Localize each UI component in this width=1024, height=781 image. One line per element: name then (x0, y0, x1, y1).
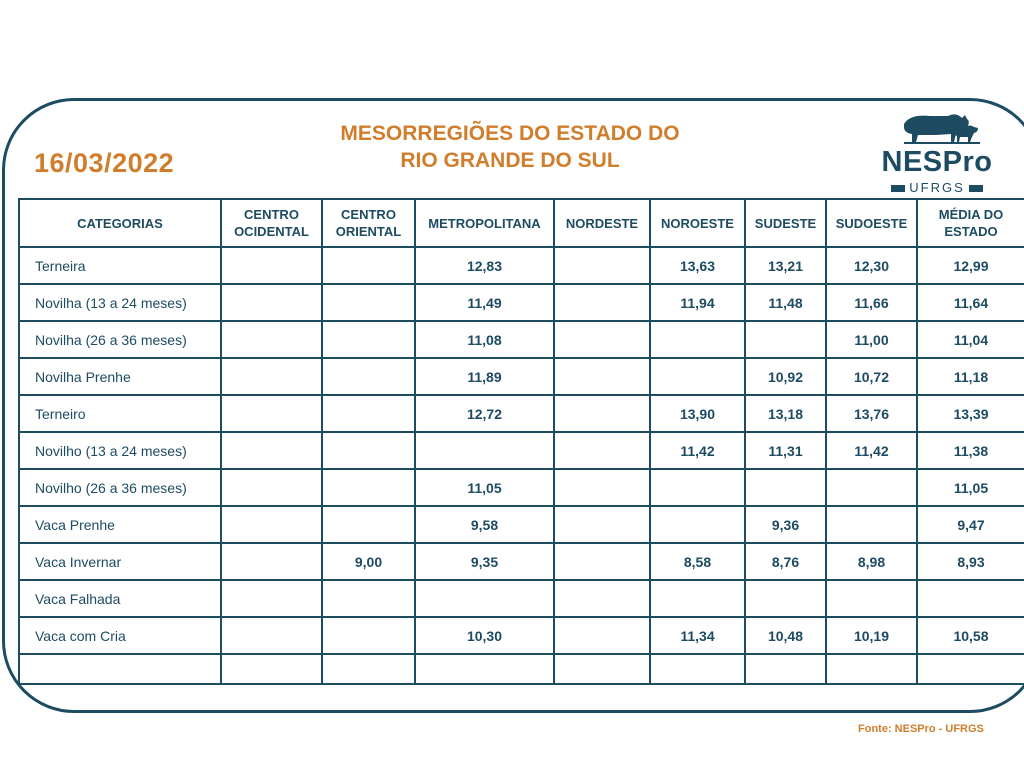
report-date: 16/03/2022 (34, 148, 175, 178)
table-row (19, 469, 1024, 506)
empty-cell (917, 654, 1024, 684)
row-value (221, 395, 322, 432)
table-row (19, 543, 1024, 580)
logo-bar-right (969, 185, 983, 192)
table-row (19, 580, 1024, 617)
row-value (221, 469, 322, 506)
row-value: 11,94 (650, 284, 745, 321)
row-value: 11,64 (917, 284, 1024, 321)
row-category: Novilha (26 a 36 meses) (19, 321, 221, 358)
header-metropolitana: METROPOLITANA (415, 199, 554, 247)
row-value (650, 469, 745, 506)
row-value: 10,30 (415, 617, 554, 654)
row-category: Novilho (13 a 24 meses) (19, 432, 221, 469)
row-value: 8,58 (650, 543, 745, 580)
header-centro-oriental: CENTRO ORIENTAL (322, 199, 415, 247)
row-category: Novilha (13 a 24 meses) (19, 284, 221, 321)
table-row (19, 284, 1024, 321)
row-value: 9,47 (917, 506, 1024, 543)
empty-cell (826, 654, 917, 684)
title-line-2: RIO GRANDE DO SUL (400, 149, 620, 172)
row-value: 11,04 (917, 321, 1024, 358)
row-category: Vaca Invernar (19, 543, 221, 580)
logo-subtitle: UFRGS (872, 180, 1002, 195)
row-value (415, 432, 554, 469)
price-table (18, 198, 1024, 685)
row-value: 11,89 (415, 358, 554, 395)
row-value (554, 506, 650, 543)
row-value (554, 617, 650, 654)
row-category: Novilha Prenhe (19, 358, 221, 395)
table-row (19, 321, 1024, 358)
row-value (650, 358, 745, 395)
row-value (554, 543, 650, 580)
row-value (322, 580, 415, 617)
empty-cell (745, 654, 826, 684)
row-value (745, 580, 826, 617)
row-value: 13,39 (917, 395, 1024, 432)
logo-bar-left (891, 185, 905, 192)
row-value: 9,00 (322, 543, 415, 580)
header-noroeste: NOROESTE (650, 199, 745, 247)
row-value (322, 358, 415, 395)
empty-cell (221, 654, 322, 684)
row-value: 8,98 (826, 543, 917, 580)
table-row (19, 432, 1024, 469)
row-value (221, 617, 322, 654)
row-value (554, 247, 650, 284)
header-row (19, 199, 1024, 247)
empty-cell (19, 654, 221, 684)
header-media: MÉDIA DO ESTADO (917, 199, 1024, 247)
row-value (221, 580, 322, 617)
row-value: 9,58 (415, 506, 554, 543)
row-value: 11,31 (745, 432, 826, 469)
source-note: Fonte: NESPro - UFRGS (858, 723, 984, 735)
header-sudeste: SUDESTE (745, 199, 826, 247)
row-value: 10,48 (745, 617, 826, 654)
row-value (322, 247, 415, 284)
row-value: 10,19 (826, 617, 917, 654)
row-value: 11,42 (650, 432, 745, 469)
row-value: 13,18 (745, 395, 826, 432)
row-value: 11,66 (826, 284, 917, 321)
row-value: 10,58 (917, 617, 1024, 654)
empty-cell (650, 654, 745, 684)
row-value: 11,38 (917, 432, 1024, 469)
row-value (221, 543, 322, 580)
row-value (745, 469, 826, 506)
table-row-empty (19, 654, 1024, 684)
row-value: 11,05 (917, 469, 1024, 506)
table-row (19, 395, 1024, 432)
row-value (322, 506, 415, 543)
row-value (221, 247, 322, 284)
row-value (221, 432, 322, 469)
row-value (554, 469, 650, 506)
row-category: Vaca com Cria (19, 617, 221, 654)
row-value: 11,42 (826, 432, 917, 469)
row-value: 9,35 (415, 543, 554, 580)
row-value: 12,83 (415, 247, 554, 284)
row-value (415, 580, 554, 617)
row-value (917, 580, 1024, 617)
empty-cell (554, 654, 650, 684)
row-value (554, 580, 650, 617)
row-value (650, 321, 745, 358)
row-value (322, 432, 415, 469)
row-value (322, 321, 415, 358)
row-value: 11,08 (415, 321, 554, 358)
row-value (826, 506, 917, 543)
row-value: 12,72 (415, 395, 554, 432)
row-category: Vaca Prenhe (19, 506, 221, 543)
table-row (19, 247, 1024, 284)
row-value (554, 284, 650, 321)
row-category: Terneira (19, 247, 221, 284)
row-category: Vaca Falhada (19, 580, 221, 617)
row-value: 9,36 (745, 506, 826, 543)
row-value: 12,99 (917, 247, 1024, 284)
row-value: 11,05 (415, 469, 554, 506)
row-value: 13,21 (745, 247, 826, 284)
header-categorias: CATEGORIAS (19, 199, 221, 247)
row-value: 11,49 (415, 284, 554, 321)
row-value (221, 506, 322, 543)
row-value: 13,76 (826, 395, 917, 432)
empty-cell (415, 654, 554, 684)
row-value (322, 395, 415, 432)
row-category: Novilho (26 a 36 meses) (19, 469, 221, 506)
row-value (826, 580, 917, 617)
table-row (19, 617, 1024, 654)
row-value (322, 284, 415, 321)
row-value (650, 580, 745, 617)
table-row (19, 506, 1024, 543)
page-title (290, 120, 730, 174)
row-value (554, 432, 650, 469)
row-value (554, 358, 650, 395)
row-value: 13,90 (650, 395, 745, 432)
header-sudoeste: SUDOESTE (826, 199, 917, 247)
row-value (322, 469, 415, 506)
header-centro-ocidental: CENTRO OCIDENTAL (221, 199, 322, 247)
header-nordeste: NORDESTE (554, 199, 650, 247)
row-value: 8,93 (917, 543, 1024, 580)
empty-cell (322, 654, 415, 684)
row-value: 11,18 (917, 358, 1024, 395)
logo-text: NESPro (881, 146, 993, 178)
row-value: 11,34 (650, 617, 745, 654)
row-value: 12,30 (826, 247, 917, 284)
row-value: 10,72 (826, 358, 917, 395)
row-value (554, 321, 650, 358)
row-value (554, 395, 650, 432)
row-value: 11,48 (745, 284, 826, 321)
title-line-1: MESORREGIÕES DO ESTADO DO (340, 122, 680, 145)
row-value (745, 321, 826, 358)
row-category: Terneiro (19, 395, 221, 432)
row-value: 10,92 (745, 358, 826, 395)
row-value: 13,63 (650, 247, 745, 284)
table-row (19, 358, 1024, 395)
row-value (322, 617, 415, 654)
row-value: 8,76 (745, 543, 826, 580)
row-value: 11,00 (826, 321, 917, 358)
row-value (826, 469, 917, 506)
row-value (650, 506, 745, 543)
row-value (221, 358, 322, 395)
row-value (221, 284, 322, 321)
row-value (221, 321, 322, 358)
